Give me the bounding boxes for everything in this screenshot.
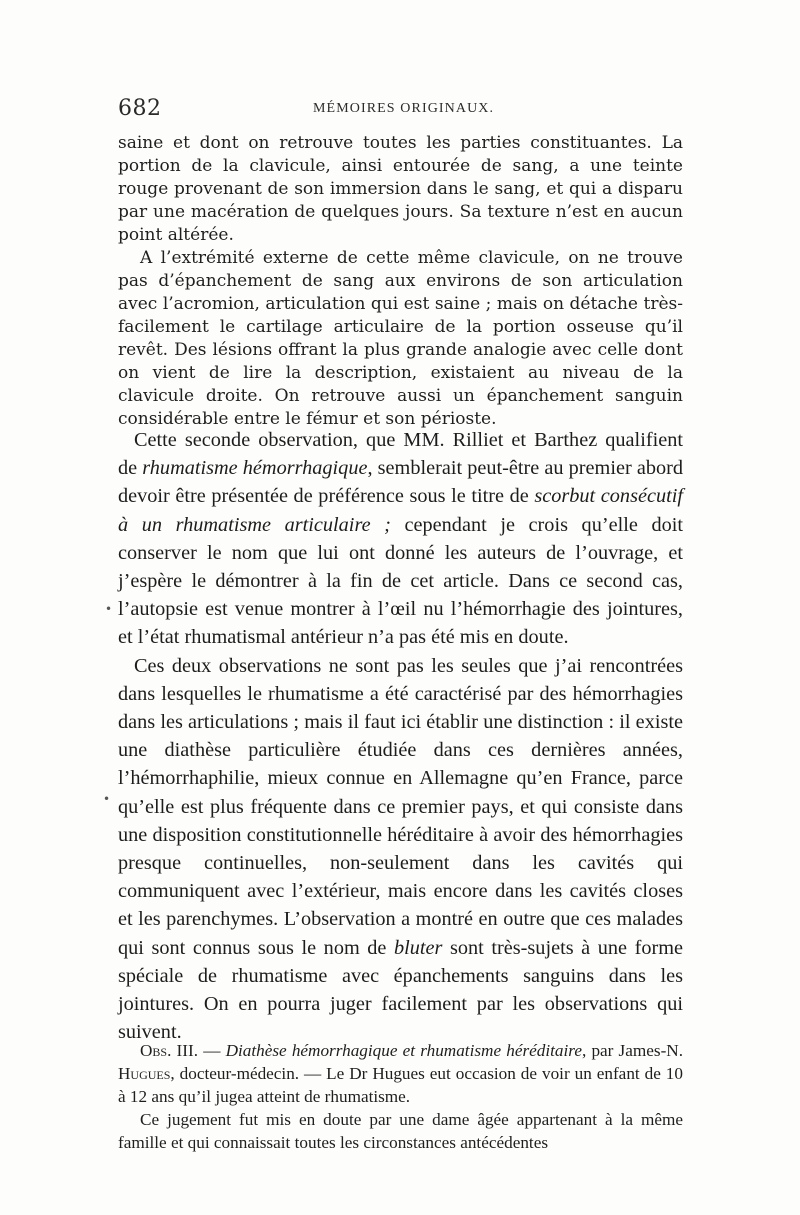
term-rhumatisme-hemorrhagique: rhumatisme hémorrhagique bbox=[142, 457, 368, 480]
main-paragraph-1-part-b: , semblerait peut-être au premier abord devoir être présentée de préférence sous le titre de bbox=[118, 457, 683, 508]
observation-label: Obs. III. bbox=[140, 1041, 199, 1060]
main-paragraph-2 bbox=[118, 652, 683, 1047]
top-paragraph-2: A l’extrémité externe de cette même clavicule, on ne trouve pas d’épanchement de sang aux environs de son articulation avec l’acromion, articulation qui est saine ; mais on détache très-facilement le cartilage articulaire de la portion osseuse qu’il revêt. Des lésions offrant la plus grande analogie avec celle dont on vient de lire la description, existaient au niveau de la clavicule droite. On retrouve aussi un épanchement sanguin considérable entre le fémur et son périoste. bbox=[118, 248, 683, 429]
observation-by: , par James-N. bbox=[581, 1041, 683, 1060]
observation-title: Diathèse hémorrhagique et rhumatisme héréditaire bbox=[225, 1041, 582, 1060]
observation-role: , docteur-médecin. — Le Dr Hugues eut occasion de voir un enfant de 10 à 12 ans qu’il jugea atteint de rhumatisme. bbox=[118, 1064, 683, 1106]
observation-dash: — bbox=[198, 1041, 226, 1060]
main-paragraph-1 bbox=[118, 426, 683, 652]
main-paragraph-2-part-a: Ces deux observations ne sont pas les seules que j’ai rencontrées dans lesquelles le rhumatisme a été caractérisé par des hémorrhagies dans les articulations ; mais il faut ici établir une distinction : il existe une diathèse particulière étudiée dans ces dernières années, l’hémorrhaphilie, mieux connue en Allemagne qu’en France, parce qu’elle est plus fréquente dans ce premier pays, et qui consiste dans une disposition constitutionnelle héréditaire à avoir des hémorrhagies presque continuelles, non-seulement dans les cavités qui communiquent avec l’extérieur, mais encore dans les cavités closes et les parenchymes. L’observation a montré en outre que ces malades qui sont connus sous le nom de bbox=[118, 654, 683, 959]
main-text-block bbox=[118, 426, 683, 1046]
top-paragraph-1: saine et dont on retrouve toutes les parties constituantes. La portion de la clavicule, ainsi entourée de sang, a une teinte rouge provenant de son immersion dans le sang, et qui a disparu par une macération de quelques jours. Sa texture n’est en aucun point altérée. bbox=[118, 133, 683, 245]
main-paragraph-1-part-a: Cette seconde observation, que MM. Rilliet et Barthez qualifient de bbox=[118, 429, 683, 480]
margin-mark-2: • bbox=[103, 792, 111, 806]
observation-author: Hugues bbox=[118, 1064, 171, 1083]
observation-paragraph-2: Ce jugement fut mis en doute par une dame âgée appartenant à la même famille et qui connaissait toutes les circonstances antécédentes bbox=[118, 1110, 683, 1152]
term-scorbut-consecutif: scorbut consécutif à un rhumatisme articulaire ; bbox=[118, 485, 684, 536]
top-text-block bbox=[118, 132, 683, 431]
main-paragraph-1-part-c: cependant je crois qu’elle doit conserver le nom que lui ont donné les auteurs de l’ouvrage, et j’espère le démontrer à la fin de cet article. Dans ce second cas, l’autopsie est venue montrer à l’œil nu l’hémorrhagie des jointures, et l’état rhumatismal antérieur n’a pas été mis en doute. bbox=[118, 513, 683, 649]
page-header bbox=[118, 96, 682, 126]
term-bluter: bluter bbox=[394, 936, 443, 959]
margin-mark-1: • bbox=[105, 602, 113, 616]
observation-block bbox=[118, 1039, 683, 1154]
page-number: 682 bbox=[118, 96, 162, 121]
main-paragraph-2-part-b: sont très-sujets à une forme spéciale de rhumatisme avec épanchements sanguins dans les jointures. On en pourra juger facilement par les observations qui suivent. bbox=[118, 936, 683, 1044]
running-head: MÉMOIRES ORIGINAUX. bbox=[313, 101, 495, 116]
observation-heading-paragraph bbox=[118, 1039, 683, 1108]
